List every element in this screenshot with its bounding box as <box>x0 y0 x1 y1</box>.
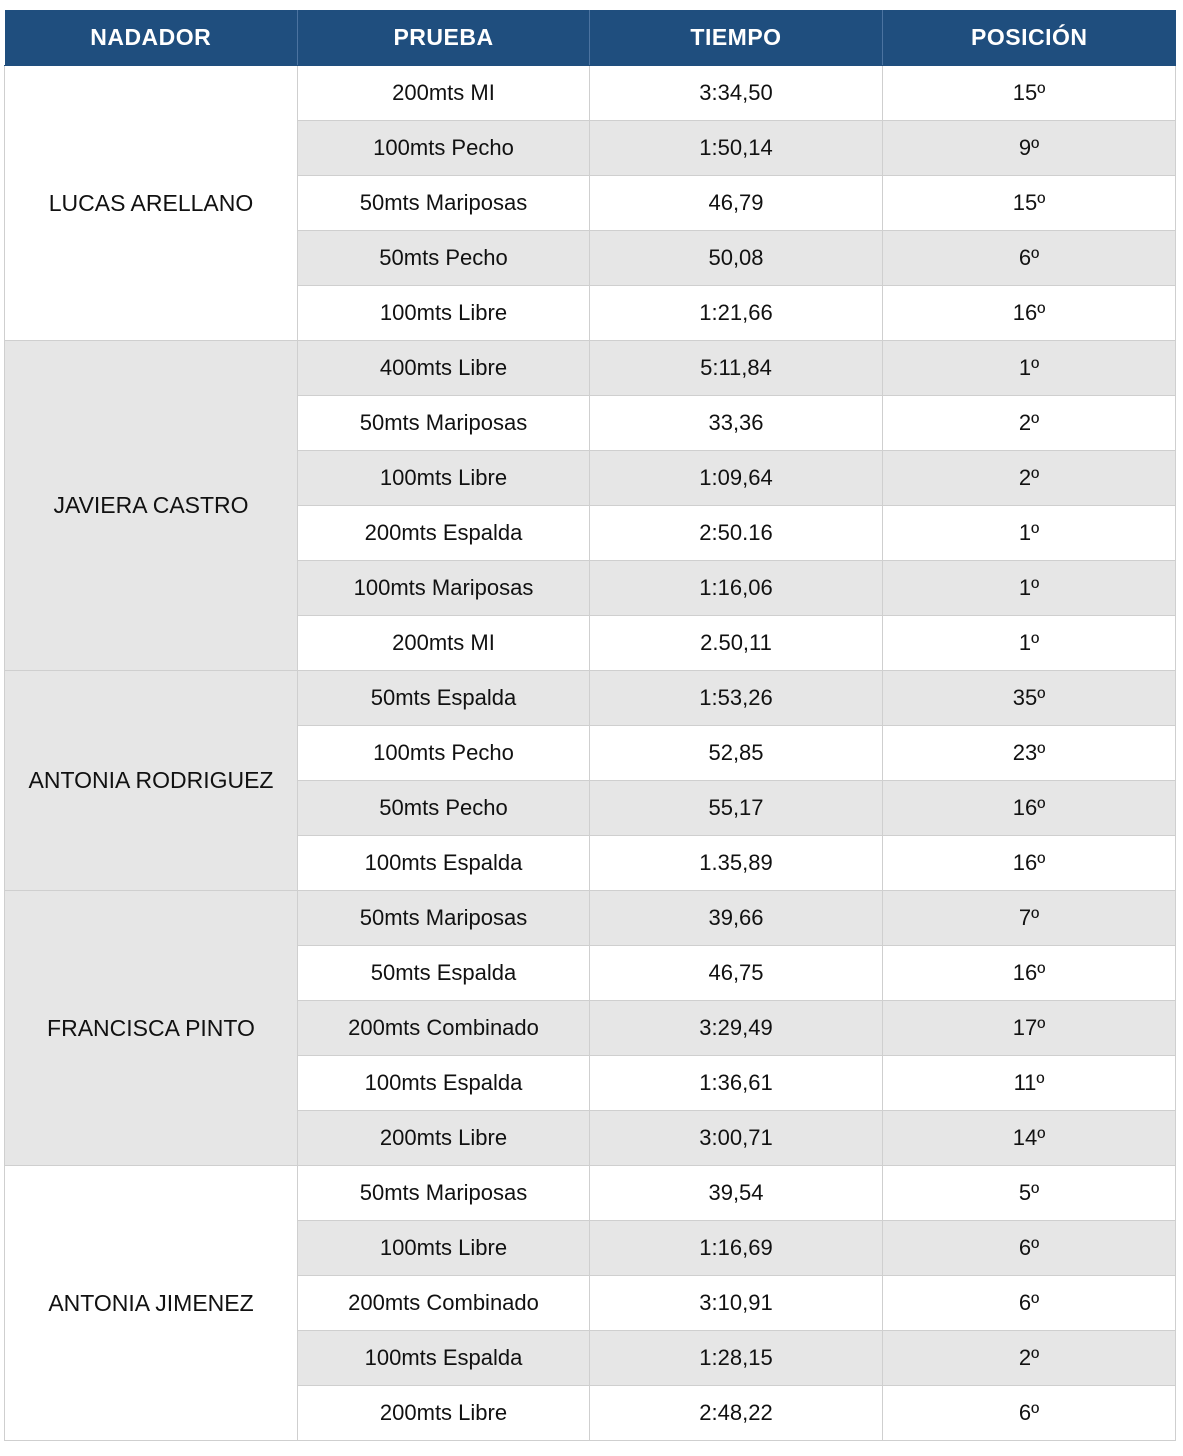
time-cell: 55,17 <box>590 781 883 836</box>
event-cell: 200mts Espalda <box>298 506 590 561</box>
event-cell: 200mts Libre <box>298 1386 590 1441</box>
position-cell: 1º <box>883 506 1176 561</box>
event-cell: 100mts Libre <box>298 1221 590 1276</box>
table-row <box>5 1166 1176 1221</box>
time-cell: 50,08 <box>590 231 883 286</box>
event-cell: 50mts Mariposas <box>298 396 590 451</box>
swimmer-name-cell: LUCAS ARELLANO <box>5 66 298 341</box>
table-row <box>5 341 1176 396</box>
table-row <box>5 891 1176 946</box>
swimmer-name-cell: FRANCISCA PINTO <box>5 891 298 1166</box>
time-cell: 1:36,61 <box>590 1056 883 1111</box>
time-cell: 33,36 <box>590 396 883 451</box>
header-tiempo: TIEMPO <box>590 10 883 66</box>
event-cell: 200mts MI <box>298 66 590 121</box>
event-cell: 100mts Libre <box>298 451 590 506</box>
position-cell: 1º <box>883 616 1176 671</box>
event-cell: 50mts Espalda <box>298 671 590 726</box>
time-cell: 2.50,11 <box>590 616 883 671</box>
event-cell: 50mts Mariposas <box>298 176 590 231</box>
time-cell: 39,54 <box>590 1166 883 1221</box>
position-cell: 6º <box>883 1276 1176 1331</box>
event-cell: 100mts Pecho <box>298 121 590 176</box>
time-cell: 2:50.16 <box>590 506 883 561</box>
table-row <box>5 671 1176 726</box>
table-row <box>5 66 1176 121</box>
time-cell: 5:11,84 <box>590 341 883 396</box>
time-cell: 3:00,71 <box>590 1111 883 1166</box>
header-nadador: NADADOR <box>5 10 298 66</box>
position-cell: 17º <box>883 1001 1176 1056</box>
position-cell: 14º <box>883 1111 1176 1166</box>
time-cell: 1:50,14 <box>590 121 883 176</box>
time-cell: 46,75 <box>590 946 883 1001</box>
position-cell: 2º <box>883 1331 1176 1386</box>
time-cell: 1:53,26 <box>590 671 883 726</box>
time-cell: 52,85 <box>590 726 883 781</box>
event-cell: 100mts Libre <box>298 286 590 341</box>
swimmer-name-cell: JAVIERA CASTRO <box>5 341 298 671</box>
position-cell: 6º <box>883 1386 1176 1441</box>
time-cell: 3:34,50 <box>590 66 883 121</box>
event-cell: 50mts Mariposas <box>298 1166 590 1221</box>
time-cell: 3:10,91 <box>590 1276 883 1331</box>
results-table <box>4 10 1176 1441</box>
time-cell: 3:29,49 <box>590 1001 883 1056</box>
event-cell: 100mts Espalda <box>298 836 590 891</box>
position-cell: 23º <box>883 726 1176 781</box>
event-cell: 50mts Pecho <box>298 781 590 836</box>
header-prueba: PRUEBA <box>298 10 590 66</box>
time-cell: 1:09,64 <box>590 451 883 506</box>
time-cell: 46,79 <box>590 176 883 231</box>
position-cell: 11º <box>883 1056 1176 1111</box>
position-cell: 35º <box>883 671 1176 726</box>
time-cell: 1.35,89 <box>590 836 883 891</box>
position-cell: 15º <box>883 66 1176 121</box>
time-cell: 1:16,06 <box>590 561 883 616</box>
position-cell: 5º <box>883 1166 1176 1221</box>
position-cell: 16º <box>883 946 1176 1001</box>
position-cell: 1º <box>883 561 1176 616</box>
event-cell: 50mts Pecho <box>298 231 590 286</box>
event-cell: 100mts Espalda <box>298 1331 590 1386</box>
position-cell: 16º <box>883 781 1176 836</box>
event-cell: 50mts Mariposas <box>298 891 590 946</box>
position-cell: 6º <box>883 231 1176 286</box>
time-cell: 39,66 <box>590 891 883 946</box>
swimmer-name-cell: ANTONIA JIMENEZ <box>5 1166 298 1441</box>
event-cell: 200mts Combinado <box>298 1001 590 1056</box>
position-cell: 2º <box>883 396 1176 451</box>
time-cell: 1:28,15 <box>590 1331 883 1386</box>
position-cell: 9º <box>883 121 1176 176</box>
event-cell: 100mts Pecho <box>298 726 590 781</box>
header-posicion: POSICIÓN <box>883 10 1176 66</box>
header-row <box>5 10 1176 66</box>
results-table-container <box>4 10 1175 1441</box>
event-cell: 200mts MI <box>298 616 590 671</box>
time-cell: 1:21,66 <box>590 286 883 341</box>
event-cell: 200mts Combinado <box>298 1276 590 1331</box>
event-cell: 100mts Espalda <box>298 1056 590 1111</box>
event-cell: 100mts Mariposas <box>298 561 590 616</box>
time-cell: 2:48,22 <box>590 1386 883 1441</box>
event-cell: 50mts Espalda <box>298 946 590 1001</box>
position-cell: 2º <box>883 451 1176 506</box>
position-cell: 15º <box>883 176 1176 231</box>
event-cell: 200mts Libre <box>298 1111 590 1166</box>
swimmer-name-cell: ANTONIA RODRIGUEZ <box>5 671 298 891</box>
table-body <box>5 66 1176 1441</box>
table-header <box>5 10 1176 66</box>
position-cell: 16º <box>883 286 1176 341</box>
position-cell: 1º <box>883 341 1176 396</box>
event-cell: 400mts Libre <box>298 341 590 396</box>
position-cell: 16º <box>883 836 1176 891</box>
position-cell: 6º <box>883 1221 1176 1276</box>
time-cell: 1:16,69 <box>590 1221 883 1276</box>
position-cell: 7º <box>883 891 1176 946</box>
